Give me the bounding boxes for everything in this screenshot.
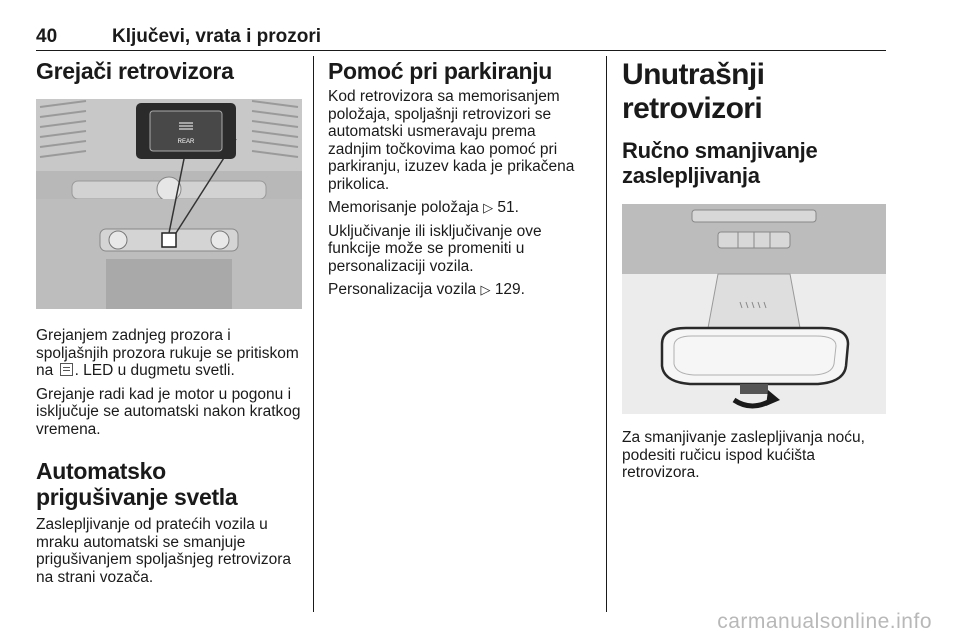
paragraph-auto-dimming: Zaslepljivanje od pratećih vozila u mraku automatski se smanjuje prigušivanjem spoljašnjeg retrovizora na strani vozača. — [36, 516, 292, 586]
column-3 — [622, 58, 886, 482]
figure-interior-mirror — [622, 204, 886, 414]
subheading-manual-dimming: Ručno smanjivanje zaslepljivanja — [622, 138, 818, 188]
watermark: carmanualsonline.info — [717, 610, 932, 633]
page-number: 40 — [36, 26, 58, 47]
paragraph-personalization: Uključivanje ili isključivanje ove funkcije može se promeniti u personalizaciji vozila. — [328, 222, 542, 275]
paragraph-personalization-ref: Personalizacija vozila ▷ 129. — [328, 281, 525, 298]
rear-window-heater-icon — [60, 363, 73, 376]
paragraph-manual-dimming: Za smanjivanje zaslepljivanja noću, podesiti ručicu ispod kućišta retrovizora. — [622, 429, 865, 481]
chapter-title: Ključevi, vrata i prozori — [112, 26, 322, 47]
heading-auto-dimming: Automatsko prigušivanje svetla — [36, 458, 238, 510]
paragraph-heater-operation — [36, 327, 302, 380]
page-header — [36, 20, 886, 50]
column-2 — [328, 58, 590, 299]
paragraph-memory-ref: Memorisanje položaja ▷ 51. — [328, 199, 519, 216]
column-1 — [36, 58, 302, 586]
column-divider-1 — [313, 56, 314, 612]
heater-text-after: . LED u dugmetu svetli. — [74, 362, 235, 379]
heading-interior-mirrors: Unutrašnji retrovizori — [622, 58, 765, 125]
heater-text-before: Grejanjem zadnjeg prozora i spoljašnjih prozora rukuje se pritiskom na — [36, 327, 299, 379]
paragraph-parking-assist: Kod retrovizora sa memorisanjem položaja, spoljašnji retrovizori se automatski usmeravaju prema zadnjim točkovima kao pomoć pri parkiranju, izuzev kada je prikačena prikolica. — [328, 88, 575, 193]
column-divider-2 — [606, 56, 607, 612]
reference-arrow-icon: ▷ — [483, 200, 494, 215]
heading-parking-assist: Pomoć pri parkiranju — [328, 58, 553, 84]
reference-arrow-icon: ▷ — [480, 282, 491, 297]
heading-mirror-heaters: Grejači retrovizora — [36, 58, 234, 84]
header-divider — [36, 50, 886, 51]
paragraph-heater-auto-off: Grejanje radi kad je motor u pogonu i isključuje se automatski nakon kratkog vremena. — [36, 385, 301, 438]
figure-rear-label: REAR — [177, 139, 195, 145]
figure-rear-heater-button — [36, 99, 302, 309]
